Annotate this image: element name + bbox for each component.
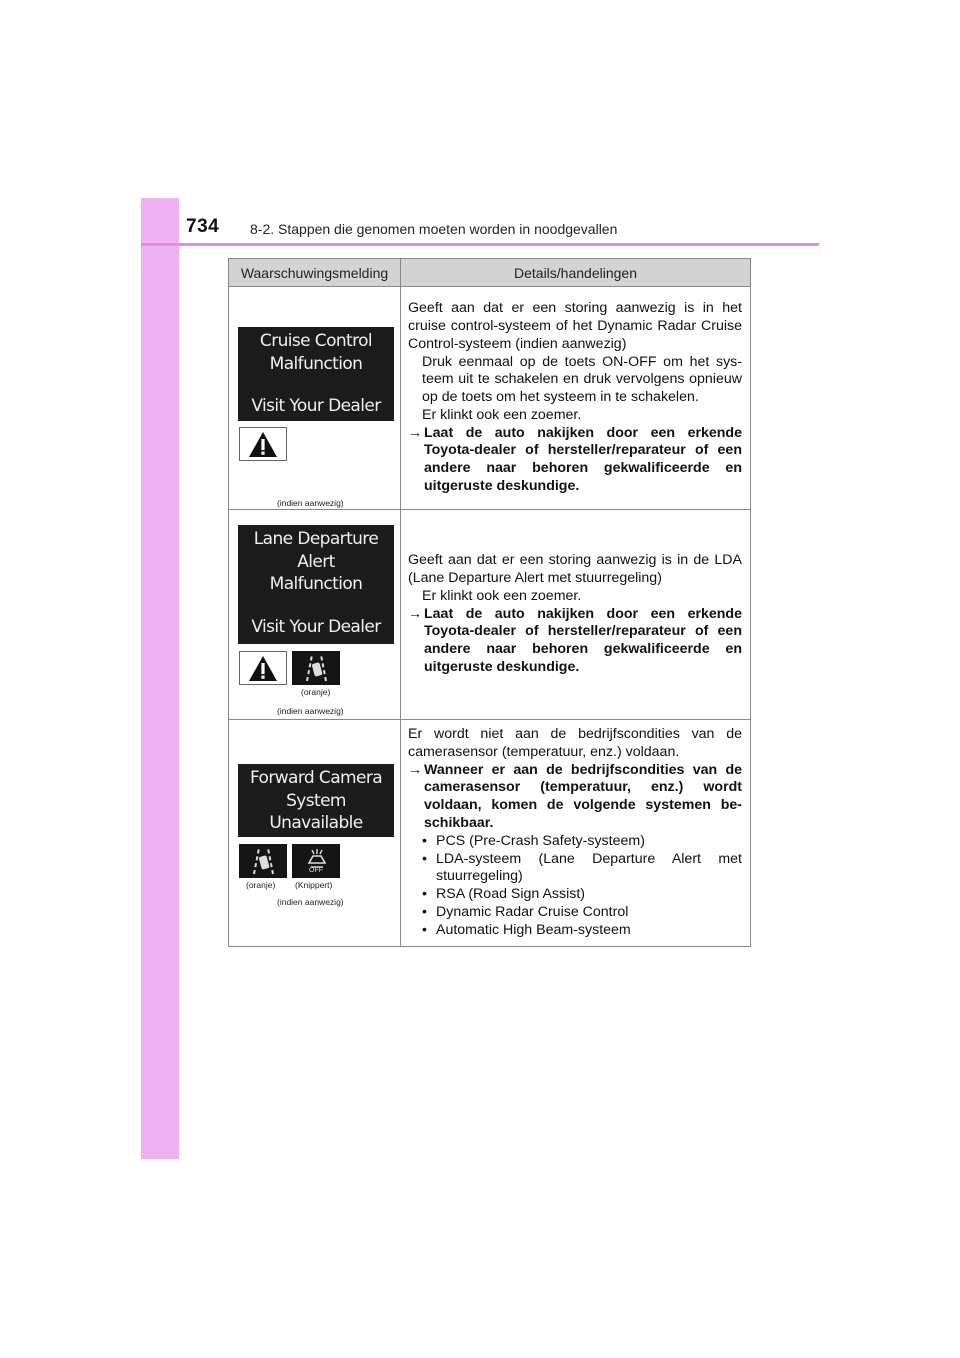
system-name: PCS (Pre-Crash Safety-systeem) (436, 832, 645, 849)
col-header-details: Details/handelingen (401, 259, 751, 287)
icon-caption: (indien aanwezig) (277, 498, 344, 508)
display-line (238, 375, 394, 395)
arrow-icon: → (408, 761, 423, 778)
buzzer-note: Er klinkt ook een zoemer. (422, 406, 582, 423)
bullet-icon: • (422, 886, 427, 903)
system-name: LDA-systeem (Lane Departure Alert met stuurregeling) (436, 850, 742, 885)
warning-triangle-icon (248, 655, 278, 682)
col-header-warning: Waarschuwingsmelding (229, 259, 401, 287)
page-number: 734 (186, 216, 220, 237)
warning-triangle-icon (248, 431, 278, 458)
instruction: Druk eenmaal op de toets ON-OFF om het sys-teem uit te schakelen en druk vervolgens opnieuw op de toets om het systeem in te schakelen. (422, 353, 742, 406)
display-line: Malfunction (269, 353, 363, 374)
details-cell (401, 287, 751, 510)
description: Er wordt niet aan de bedrijfscondities van de camerasensor (temperatuur, enz.) voldaan. (408, 726, 742, 760)
section-title: 8-2. Stappen die genomen moeten worden in noodgevallen (250, 221, 618, 237)
display-message (238, 764, 394, 837)
off-label: OFF (309, 866, 323, 874)
table-row (229, 287, 751, 510)
display-line: Unavailable (269, 813, 363, 833)
action-item (408, 606, 742, 677)
display-line: Malfunction (269, 574, 363, 594)
description: Geeft aan dat er een storing aanwezig is in de LDA (Lane Departure Alert met stuurregeling) (408, 552, 742, 586)
display-line: Forward Camera (249, 768, 383, 788)
icon-caption: (indien aanwezig) (277, 706, 344, 716)
display-line: Visit Your Dealer (251, 396, 381, 416)
arrow-icon: → (408, 605, 423, 622)
action-text: Laat de auto nakijken door een erkende Toyota-dealer of hersteller/reparateur of een andere naar behoren gekwalificeerde en uitgeruste deskundige. (424, 605, 742, 675)
display-line: System (286, 790, 346, 811)
details-cell (401, 510, 751, 720)
icon-caption: (Knippert) (295, 880, 333, 890)
display-message (238, 525, 394, 644)
buzzer-note: Er klinkt ook een zoemer. (422, 587, 582, 604)
icon-caption: (oranje) (301, 687, 331, 697)
display-message (238, 327, 394, 421)
table-header-row (229, 259, 751, 287)
pre-crash-off-icon (301, 849, 331, 869)
description: Geeft aan dat er een storing aanwezig is in het cruise control-systeem of het Dynamic Radar Cruise Control-systeem (indien aanwezig) (408, 300, 742, 352)
header-rule (141, 243, 819, 246)
warning-visual-cell (229, 720, 401, 947)
warning-table (228, 258, 751, 947)
table-row (229, 510, 751, 720)
master-warning-icon-box (239, 651, 287, 685)
display-line (238, 596, 394, 616)
bullet-icon: • (422, 850, 427, 867)
system-name: Dynamic Radar Cruise Control (436, 903, 629, 920)
arrow-icon: → (408, 424, 423, 441)
display-line: Cruise Control (259, 331, 373, 351)
icon-caption: (oranje) (246, 880, 276, 890)
action-item (408, 425, 742, 496)
master-warning-icon-box (239, 427, 287, 461)
lda-indicator-icon-box (292, 651, 340, 685)
icon-caption: (indien aanwezig) (277, 897, 344, 907)
details-cell (401, 720, 751, 947)
list-item (408, 833, 742, 851)
list-item (408, 922, 742, 940)
table-row (229, 720, 751, 947)
action-text: Wanneer er aan de bedrijfscondities van de camerasensor (temperatuur, enz.) wordt voldaan, komen de volgende systemen be-schikbaar. (424, 761, 742, 831)
list-item (408, 886, 742, 904)
pcs-off-icon-box (292, 844, 340, 878)
display-line: Alert (297, 551, 335, 572)
bullet-icon: • (422, 921, 427, 938)
list-item (408, 851, 742, 887)
system-name: RSA (Road Sign Assist) (436, 886, 586, 903)
system-name: Automatic High Beam-systeem (436, 921, 631, 938)
bullet-icon: • (422, 903, 427, 920)
lane-departure-icon (248, 847, 278, 875)
action-text: Laat de auto nakijken door een erkende Toyota-dealer of hersteller/reparateur of een andere naar behoren gekwalificeerde en uitgeruste deskundige. (424, 424, 742, 495)
display-line: Visit Your Dealer (251, 616, 381, 637)
display-line: Lane Departure (253, 529, 379, 549)
chapter-sidebar-tab (141, 198, 179, 1159)
lda-indicator-icon-box (239, 844, 287, 878)
warning-visual-cell (229, 287, 401, 510)
lane-departure-icon (301, 654, 331, 682)
warning-visual-cell (229, 510, 401, 720)
bullet-icon: • (422, 832, 427, 849)
action-item (408, 762, 742, 833)
list-item (408, 904, 742, 922)
